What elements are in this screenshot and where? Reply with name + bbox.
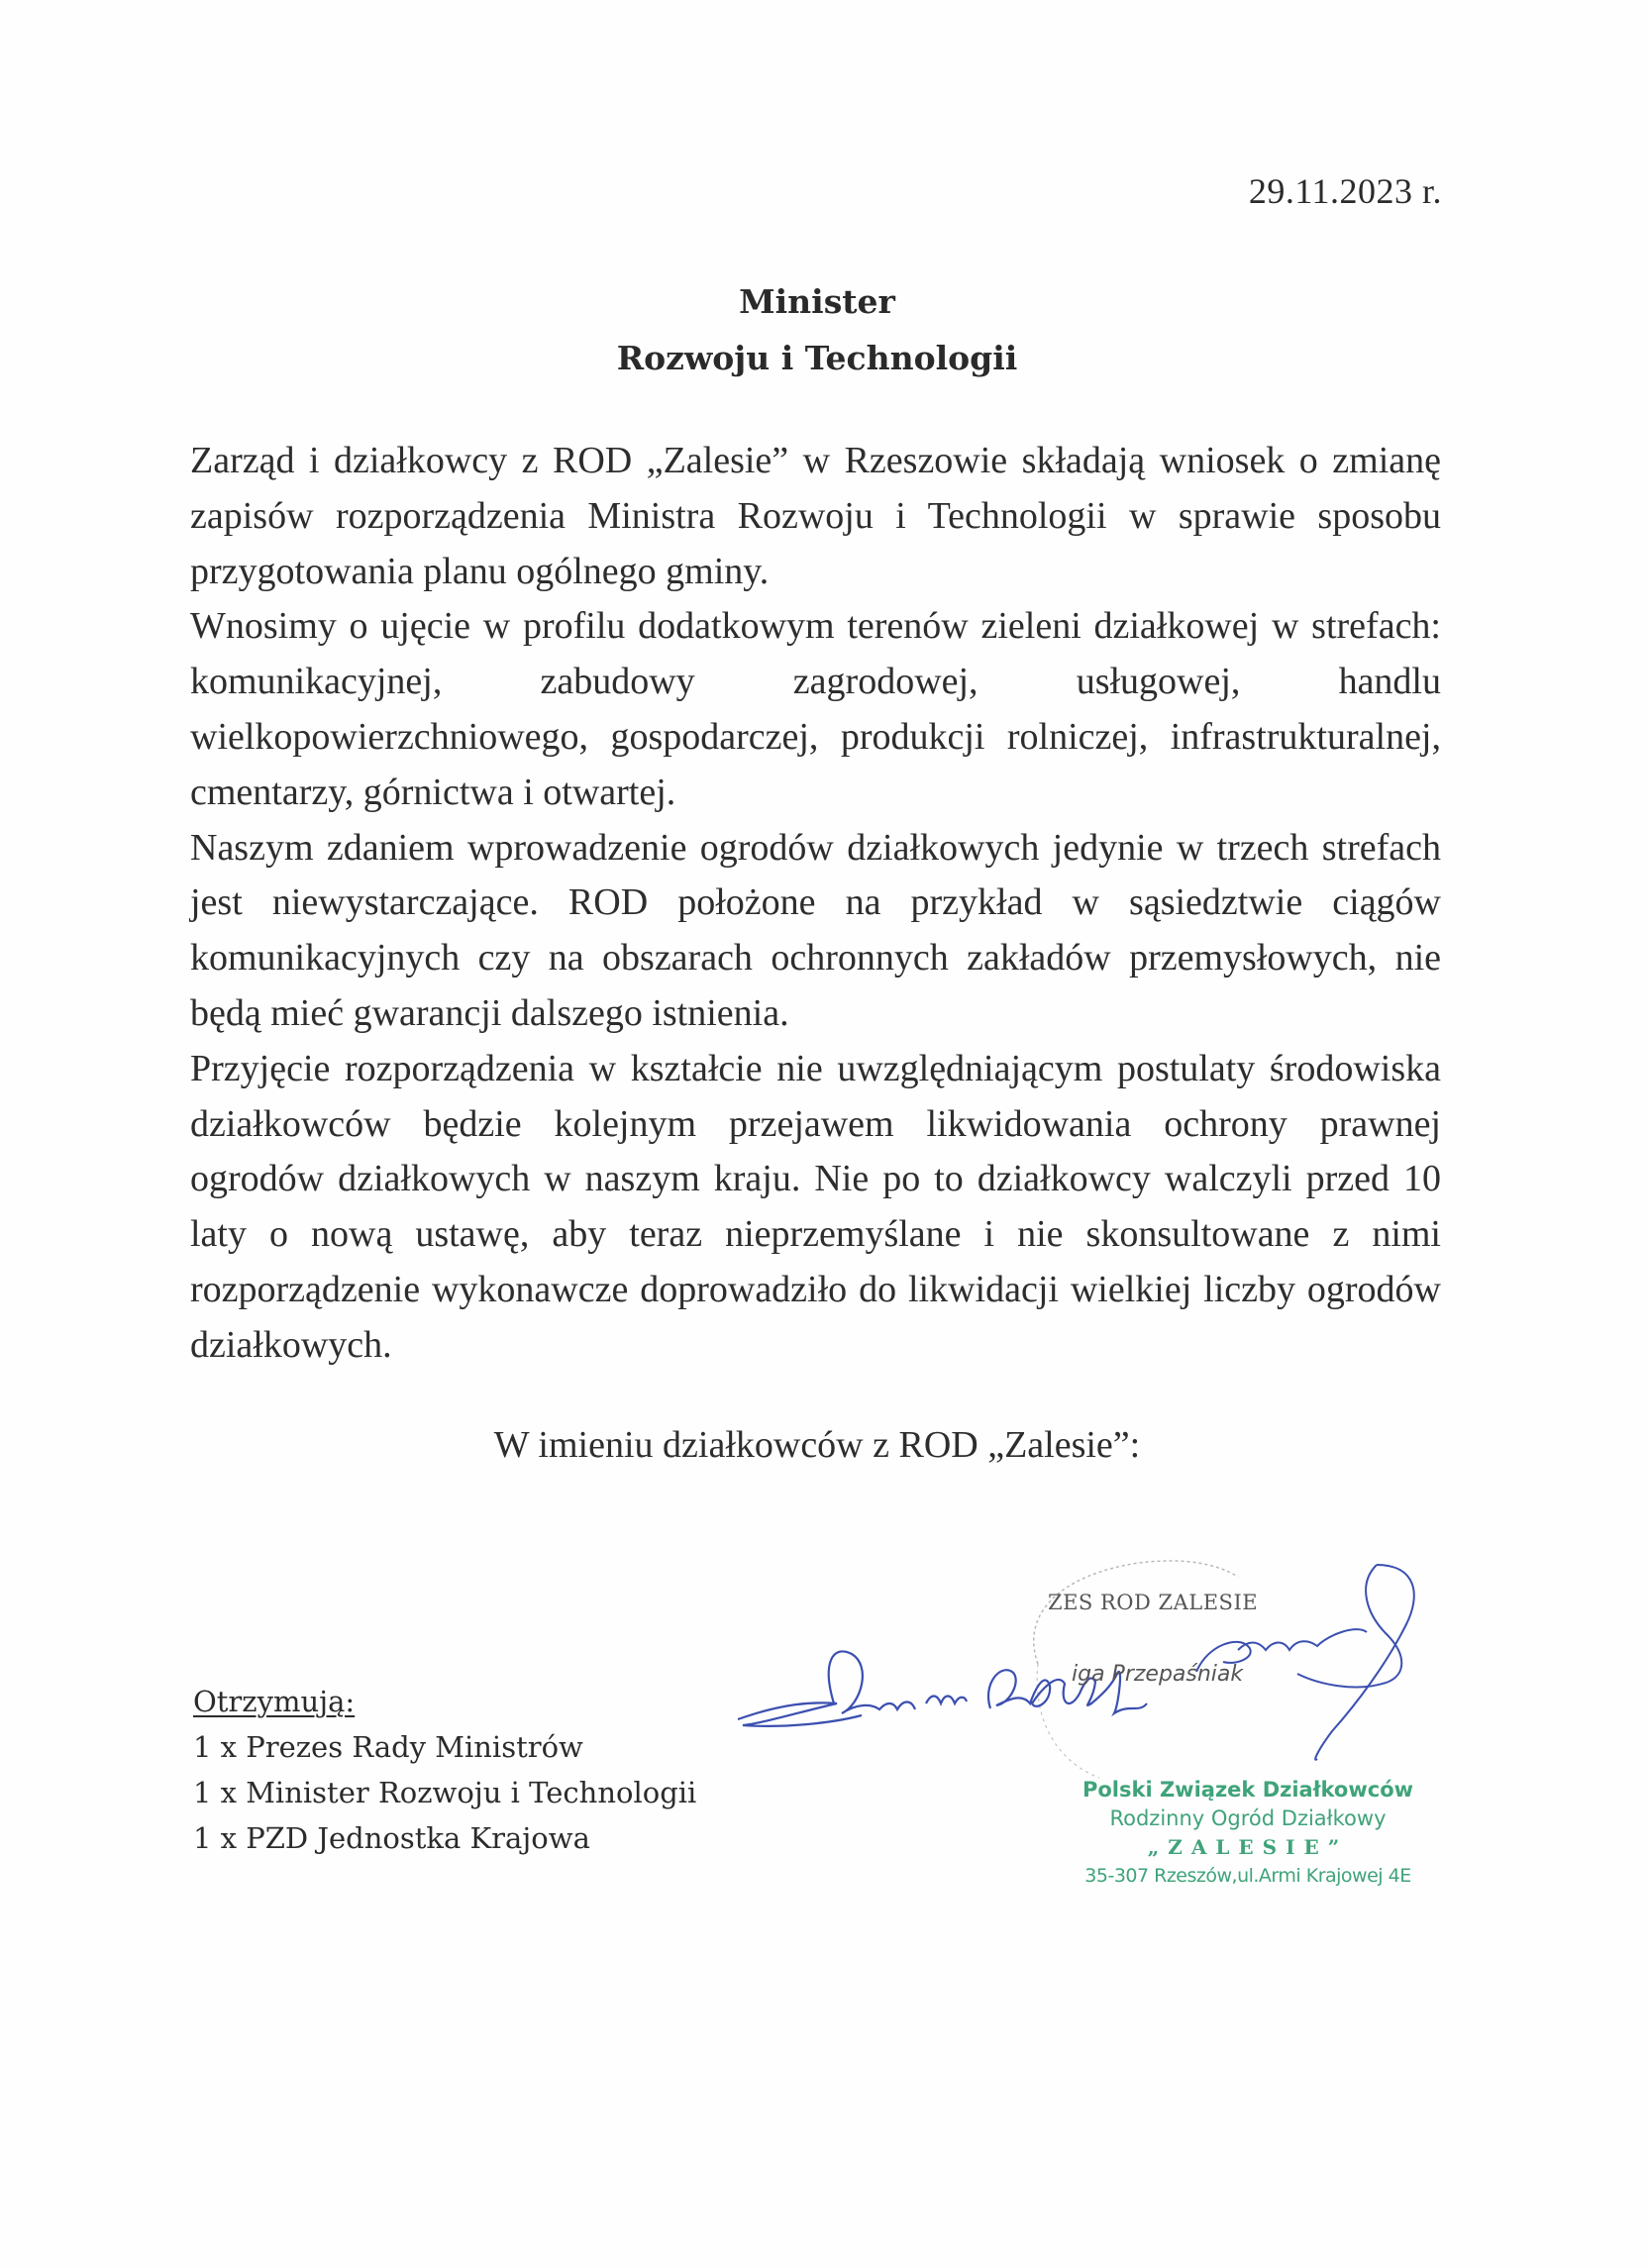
recipients-heading: Otrzymują: bbox=[193, 1685, 356, 1718]
signature-area bbox=[723, 1555, 1436, 1793]
closing-line: W imieniu działkowców z ROD „Zalesie”: bbox=[493, 1424, 1141, 1466]
letter-body bbox=[190, 434, 1441, 1374]
stamp-garden-type: Rodzinny Ogród Działkowy bbox=[1109, 1806, 1387, 1830]
recipient-item: 1 x Minister Rozwoju i Technologii bbox=[193, 1776, 697, 1809]
recipients-list bbox=[193, 1724, 696, 1861]
recipient-item: 1 x Prezes Rady Ministrów bbox=[193, 1730, 583, 1764]
letter-date: 29.11.2023 r. bbox=[1248, 171, 1442, 211]
addressee-title: Minister bbox=[739, 282, 895, 321]
recipient-item: 1 x PZD Jednostka Krajowa bbox=[193, 1821, 590, 1855]
body-paragraph: Przyjęcie rozporządzenia w kształcie nie uwzględniającym postulaty środowiska działkowców będzie kolejnym przejawem likwidowania ochrony prawnej ogrodów działkowych w naszym kraju. Nie po to działkowcy walczyli przed 10 laty o nową ustawę, aby teraz nieprzemyślane i nie skonsultowane z nimi rozporządzenie wykonawcze doprowadziło do likwidacji wielkiej liczby ogrodów działkowych. bbox=[190, 1047, 1441, 1366]
stamp-address: 35-307 Rzeszów,ul.Armi Krajowej 4E bbox=[1084, 1865, 1411, 1887]
addressee-block bbox=[0, 273, 1634, 386]
stamp-org-name: Polski Związek Działkowców bbox=[1082, 1778, 1414, 1802]
stamp-garden-name: „ZALESIE” bbox=[1147, 1835, 1349, 1859]
addressee-ministry: Rozwoju i Technologii bbox=[616, 339, 1018, 377]
body-paragraph: Wnosimy o ujęcie w profilu dodatkowym terenów zieleni działkowej w strefach: komunikacyjnej, zabudowy zagrodowej, usługowej, handlu wielkopowierzchniowego, gospodarczej, produkcji rolniczej, infrastrukturalnej, cmentarzy, górnictwa i otwartej. bbox=[190, 605, 1441, 813]
organization-stamp bbox=[1050, 1776, 1446, 1891]
round-stamp-text: ZES ROD ZALESIE bbox=[1048, 1591, 1259, 1614]
name-stamp-text: iga Przepaśniak bbox=[1072, 1662, 1244, 1687]
recipients-block bbox=[193, 1679, 696, 1861]
body-paragraph: Naszym zdaniem wprowadzenie ogrodów działkowych jedynie w trzech strefach jest niewystarczające. ROD położone na przykład w sąsiedztwie ciągów komunikacyjnych czy na obszarach ochronnych zakładów przemysłowych, nie będą mieć gwarancji dalszego istnienia. bbox=[190, 826, 1441, 1034]
body-paragraph: Zarząd i działkowcy z ROD „Zalesie” w Rzeszowie składają wniosek o zmianę zapisów rozporządzenia Ministra Rozwoju i Technologii w sprawie sposobu przygotowania planu ogólnego gminy. bbox=[190, 440, 1441, 592]
